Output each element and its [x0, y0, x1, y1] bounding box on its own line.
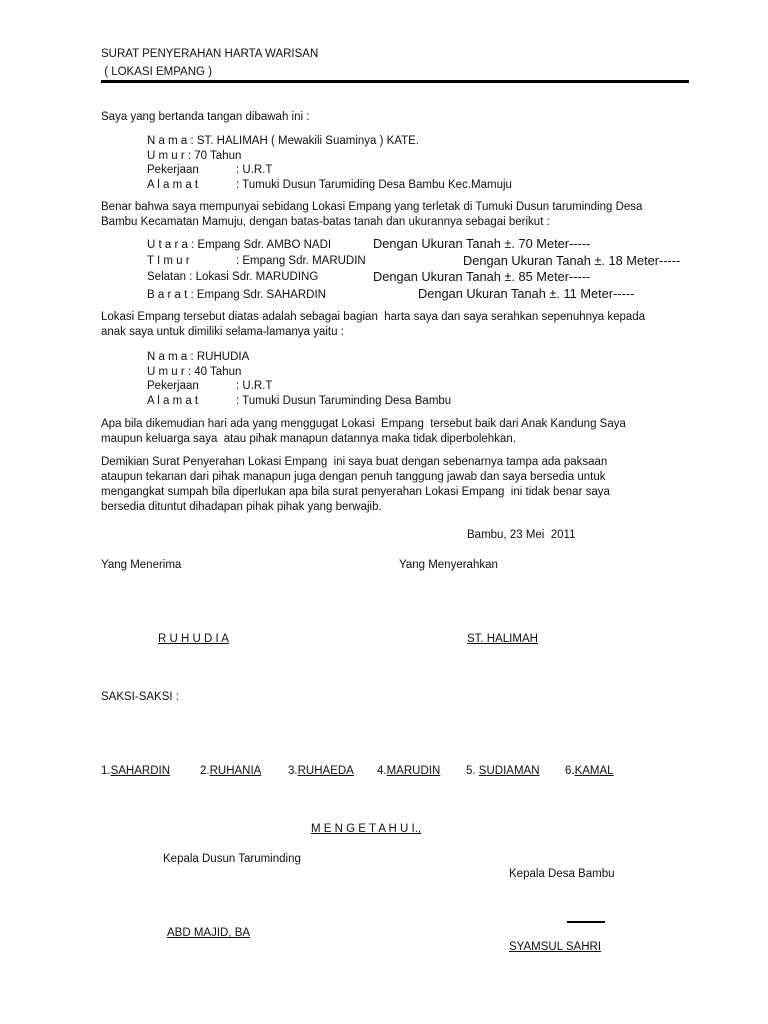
witness-number: 1. — [101, 765, 111, 777]
witness-6 — [565, 764, 614, 778]
witness-name: SAHARDIN — [110, 765, 171, 777]
receiver-nama: N a m a : RUHUDIA — [147, 351, 250, 363]
giver-nama: N a m a : ST. HALIMAH ( Mewakili Suaminya ) KATE. — [147, 135, 420, 147]
witness-name: RUHAEDA — [297, 765, 354, 777]
border-north-label: U t a r a : Empang Sdr. AMBO NADI — [147, 239, 332, 251]
witness-name: MARUDIN — [386, 765, 441, 777]
witness-name: KAMAL — [574, 765, 614, 777]
paragraph-3-line-1: Apa bila dikemudian hari ada yang menggugat Lokasi Empang tersebut baik dari Anak Kandung Saya — [101, 418, 626, 430]
paragraph-4-line-2: ataupun tekanan dari pihak manapun juga dengan penuh tanggung jawab dan saya bersedia untuk — [101, 471, 606, 483]
border-west-size: Dengan Ukuran Tanah ±. 11 Meter----- — [418, 286, 635, 301]
witness-2 — [200, 764, 261, 778]
giver-alamat-label: A l a m a t — [147, 179, 199, 191]
signature-line — [567, 921, 605, 923]
header-divider — [101, 80, 689, 83]
receiver-signature-name: R U H U D I A — [158, 633, 229, 645]
witness-name: SUDIAMAN — [478, 765, 540, 777]
giver-signature-name: ST. HALIMAH — [467, 633, 538, 645]
receiver-alamat-label: A l a m a t — [147, 395, 199, 407]
receiver-pekerjaan-value: : U.R.T — [236, 380, 273, 392]
paragraph-3-line-2: maupun keluarga saya atau pihak manapun datannya maka tidak diperbolehkan. — [101, 433, 516, 445]
paragraph-1-line-1: Benar bahwa saya mempunyai sebidang Lokasi Empang yang terletak di Tumuki Dusun taruminding Desa — [101, 201, 643, 213]
witnesses-label: SAKSI-SAKSI : — [101, 691, 179, 703]
village-head-title: Kepala Dusun Taruminding — [163, 853, 301, 865]
document-date: Bambu, 23 Mei 2011 — [467, 529, 576, 541]
village-chief-name: SYAMSUL SAHRI — [509, 941, 602, 953]
witness-number: 5. — [466, 765, 479, 777]
intro-text: Saya yang bertanda tangan dibawah ini : — [101, 111, 310, 123]
village-chief-title: Kepala Desa Bambu — [509, 868, 615, 880]
document-title: SURAT PENYERAHAN HARTA WARISAN — [101, 48, 319, 60]
receiver-umur: U m u r : 40 Tahun — [147, 366, 242, 378]
paragraph-2-line-1: Lokasi Empang tersebut diatas adalah sebagai bagian harta saya dan saya serahkan sepenuhnya kepada — [101, 311, 646, 323]
border-south-label: Selatan : Lokasi Sdr. MARUDING — [147, 271, 319, 283]
receiver-alamat-value: : Tumuki Dusun Taruminding Desa Bambu — [236, 395, 452, 407]
border-west-label: B a r a t : Empang Sdr. SAHARDIN — [147, 289, 326, 301]
border-east-label: T I m u r — [147, 255, 190, 267]
paragraph-2-line-2: anak saya untuk dimiliki selama-lamanya yaitu : — [101, 326, 344, 338]
paragraph-1-line-2: Bambu Kecamatan Mamuju, dengan batas-batas tanah dan ukurannya sebagai berikut : — [101, 216, 550, 228]
paragraph-4-line-4: bersedia dituntut dihadapan pihak pihak yang berwajib. — [101, 501, 382, 513]
witness-number: 4. — [377, 765, 387, 777]
border-east-value: : Empang Sdr. MARUDIN — [236, 255, 366, 267]
witness-number: 2. — [200, 765, 210, 777]
giver-signature-label: Yang Menyerahkan — [399, 559, 498, 571]
acknowledgement-title: M E N G E T A H U I., — [311, 823, 422, 835]
witness-3 — [288, 764, 354, 778]
receiver-signature-label: Yang Menerima — [101, 559, 182, 571]
giver-umur: U m u r : 70 Tahun — [147, 150, 242, 162]
witness-1 — [101, 764, 170, 778]
paragraph-4-line-1: Demikian Surat Penyerahan Lokasi Empang ini saya buat dengan sebenarnya tampa ada paksaan — [101, 456, 608, 468]
receiver-pekerjaan-label: Pekerjaan — [147, 380, 199, 392]
giver-pekerjaan-label: Pekerjaan — [147, 164, 199, 176]
witness-number: 6. — [565, 765, 575, 777]
witness-4 — [377, 764, 440, 778]
border-east-size: Dengan Ukuran Tanah ±. 18 Meter----- — [463, 253, 681, 268]
giver-alamat-value: : Tumuki Dusun Tarumiding Desa Bambu Kec.Mamuju — [236, 179, 512, 191]
village-head-name: ABD MAJID, BA — [167, 927, 251, 939]
witness-number: 3. — [288, 765, 298, 777]
witness-5 — [466, 764, 540, 778]
witness-name: RUHANIA — [209, 765, 262, 777]
paragraph-4-line-3: mengangkat sumpah bila diperlukan apa bila surat penyerahan Lokasi Empang ini tidak benar saya — [101, 486, 610, 498]
document-subtitle: ( LOKASI EMPANG ) — [101, 66, 212, 78]
border-south-size: Dengan Ukuran Tanah ±. 85 Meter----- — [373, 269, 591, 284]
border-north-size: Dengan Ukuran Tanah ±. 70 Meter----- — [373, 236, 591, 251]
giver-pekerjaan-value: : U.R.T — [236, 164, 273, 176]
